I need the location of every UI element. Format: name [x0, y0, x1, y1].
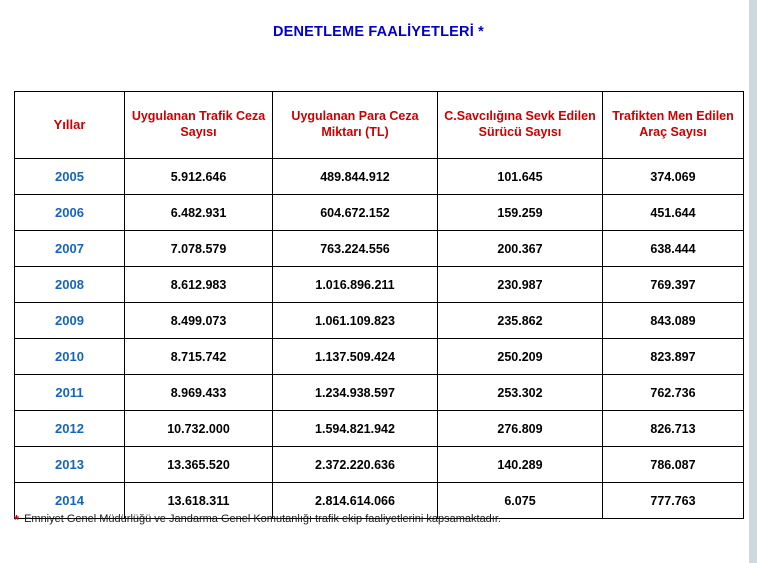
cell-penalty-amount: 2.814.614.066	[273, 483, 438, 519]
table-header-row	[15, 92, 744, 159]
cell-year: 2014	[15, 483, 125, 519]
table-row	[15, 339, 744, 375]
cell-referred-drivers: 235.862	[438, 303, 603, 339]
cell-traffic-penalty-count: 13.365.520	[125, 447, 273, 483]
cell-referred-drivers: 140.289	[438, 447, 603, 483]
cell-banned-vehicles: 786.087	[603, 447, 744, 483]
table-body	[15, 159, 744, 519]
cell-year: 2012	[15, 411, 125, 447]
cell-traffic-penalty-count: 7.078.579	[125, 231, 273, 267]
cell-referred-drivers: 159.259	[438, 195, 603, 231]
cell-referred-drivers: 276.809	[438, 411, 603, 447]
cell-penalty-amount: 1.016.896.211	[273, 267, 438, 303]
footnote	[14, 512, 743, 526]
table-row	[15, 159, 744, 195]
cell-traffic-penalty-count: 8.715.742	[125, 339, 273, 375]
cell-traffic-penalty-count: 6.482.931	[125, 195, 273, 231]
column-header-penalty-amount: Uygulanan Para Ceza Miktarı (TL)	[273, 92, 438, 159]
table-row	[15, 267, 744, 303]
cell-penalty-amount: 1.061.109.823	[273, 303, 438, 339]
cell-penalty-amount: 1.234.938.597	[273, 375, 438, 411]
page-title: DENETLEME FAALİYETLERİ *	[272, 24, 485, 40]
cell-year: 2011	[15, 375, 125, 411]
cell-banned-vehicles: 843.089	[603, 303, 744, 339]
cell-traffic-penalty-count: 13.618.311	[125, 483, 273, 519]
cell-penalty-amount: 604.672.152	[273, 195, 438, 231]
statistics-table-container	[14, 91, 743, 519]
column-header-years: Yıllar	[15, 92, 125, 159]
cell-referred-drivers: 253.302	[438, 375, 603, 411]
table-row	[15, 303, 744, 339]
cell-penalty-amount: 1.594.821.942	[273, 411, 438, 447]
cell-year: 2010	[15, 339, 125, 375]
table-header	[15, 92, 744, 159]
cell-year: 2006	[15, 195, 125, 231]
cell-referred-drivers: 6.075	[438, 483, 603, 519]
cell-banned-vehicles: 826.713	[603, 411, 744, 447]
table-row	[15, 231, 744, 267]
cell-traffic-penalty-count: 10.732.000	[125, 411, 273, 447]
cell-banned-vehicles: 638.444	[603, 231, 744, 267]
cell-year: 2008	[15, 267, 125, 303]
footnote-text: Emniyet Genel Müdürlüğü ve Jandarma Genel Komutanlığı trafik ekip faaliyetlerini kapsamaktadır.	[24, 513, 501, 525]
cell-penalty-amount: 489.844.912	[273, 159, 438, 195]
cell-year: 2005	[15, 159, 125, 195]
cell-penalty-amount: 2.372.220.636	[273, 447, 438, 483]
table-row	[15, 375, 744, 411]
cell-referred-drivers: 200.367	[438, 231, 603, 267]
table-row	[15, 411, 744, 447]
footnote-marker: *	[14, 512, 20, 527]
cell-year: 2013	[15, 447, 125, 483]
page-edge-strip	[749, 0, 757, 563]
cell-banned-vehicles: 762.736	[603, 375, 744, 411]
cell-traffic-penalty-count: 8.612.983	[125, 267, 273, 303]
cell-banned-vehicles: 823.897	[603, 339, 744, 375]
cell-year: 2009	[15, 303, 125, 339]
cell-banned-vehicles: 451.644	[603, 195, 744, 231]
table-row	[15, 447, 744, 483]
column-header-banned-vehicles: Trafikten Men Edilen Araç Sayısı	[603, 92, 744, 159]
cell-traffic-penalty-count: 8.969.433	[125, 375, 273, 411]
cell-banned-vehicles: 777.763	[603, 483, 744, 519]
cell-penalty-amount: 763.224.556	[273, 231, 438, 267]
column-header-referred-drivers: C.Savcılığına Sevk Edilen Sürücü Sayısı	[438, 92, 603, 159]
cell-referred-drivers: 101.645	[438, 159, 603, 195]
cell-banned-vehicles: 374.069	[603, 159, 744, 195]
cell-referred-drivers: 230.987	[438, 267, 603, 303]
statistics-table	[14, 91, 744, 519]
column-header-traffic-penalty-count: Uygulanan Trafik Ceza Sayısı	[125, 92, 273, 159]
cell-traffic-penalty-count: 8.499.073	[125, 303, 273, 339]
cell-referred-drivers: 250.209	[438, 339, 603, 375]
cell-banned-vehicles: 769.397	[603, 267, 744, 303]
cell-year: 2007	[15, 231, 125, 267]
cell-penalty-amount: 1.137.509.424	[273, 339, 438, 375]
cell-traffic-penalty-count: 5.912.646	[125, 159, 273, 195]
table-row	[15, 195, 744, 231]
